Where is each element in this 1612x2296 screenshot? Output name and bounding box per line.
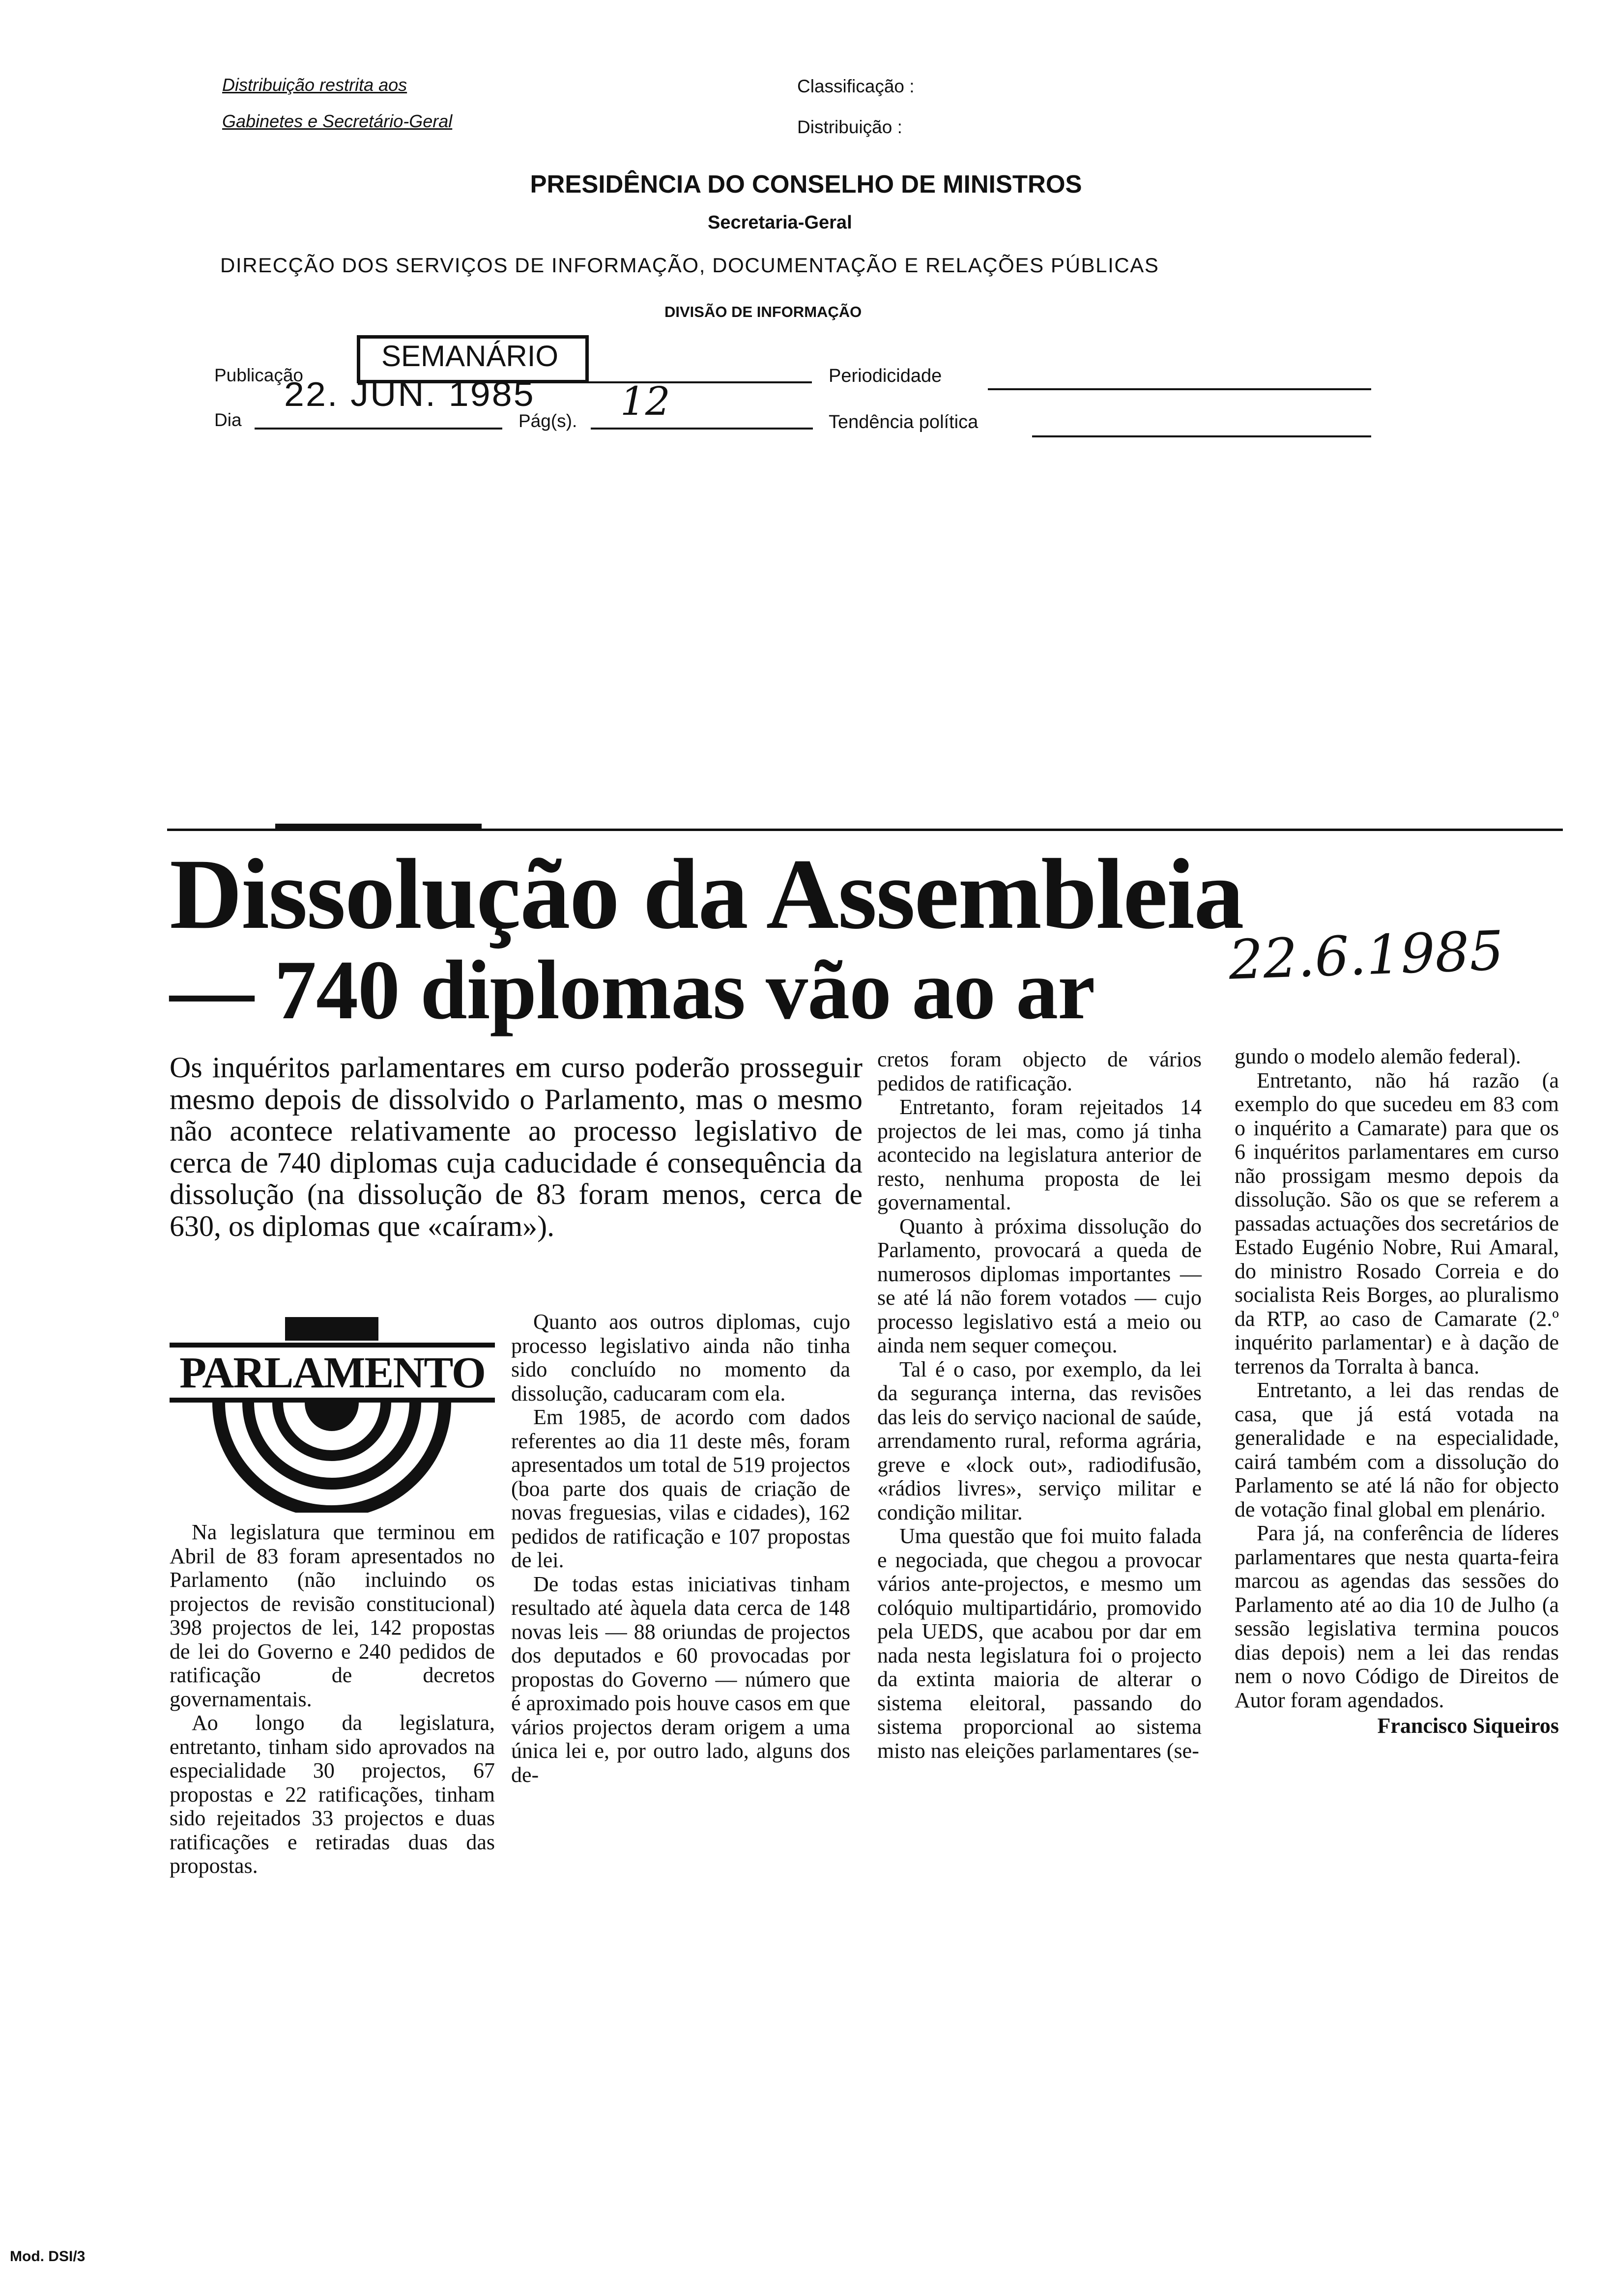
- handwritten-date-annotation: 22.6.1985: [1227, 919, 1505, 992]
- pages-label: Pág(s).: [518, 411, 577, 431]
- paragraph: Entretanto, foram rejeitados 14 projectos de lei mas, como já tinha acontecido na legislatura anterior de resto, nenhuma proposta de lei governamental.: [877, 1095, 1202, 1214]
- clipping-top-edge: [167, 829, 1563, 831]
- division-title: DIVISÃO DE INFORMAÇÃO: [664, 303, 862, 320]
- byline: Francisco Siqueiros: [1377, 1714, 1559, 1738]
- paragraph: Para já, na conferência de líderes parlamentares que nesta quarta-feira marcou as agendas das sessões do Parlamento até ao dia 10 de Julho (a sessão legislativa termina poucos dias depois) nem a lei das rendas nem o novo Código de Direitos de Autor foram agendados.: [1235, 1521, 1559, 1712]
- paragraph: Tal é o caso, por exemplo, da lei da segurança interna, das revisões das leis do serviço nacional de saúde, arrendamento rural, reforma agrária, greve e «lock out», radiodifusão, «rádios livres», serviço militar e condição militar.: [877, 1357, 1202, 1524]
- classification-label: Classificação :: [797, 76, 915, 96]
- article-column-4: [1235, 1045, 1559, 1738]
- periodicity-underline: [988, 388, 1371, 390]
- logo-wordmark: PARLAMENTO: [179, 1349, 485, 1397]
- day-stamp: 22. JUN. 1985: [284, 375, 535, 413]
- pages-value-handwritten: 12: [620, 378, 670, 424]
- paragraph: Entretanto, não há razão (a exemplo do que sucedeu em 83 com o inquérito a Camarate) para que os 6 inquéritos parlamentares em curso não prossigam mesmo depois da dissolução. São os que se referem a passadas actuações dos secretários de Estado Eugénio Nobre, Rui Amaral, do ministro Rosado Correia e do socialista Reis Borges, ao pluralismo da RTP, ao caso de Camarate (2.º inquérito parlamentar) e à dação de terrenos da Torralta à banca.: [1235, 1068, 1559, 1378]
- hemicycle-icon: [209, 1403, 455, 1513]
- logo-rule-bottom: [170, 1398, 495, 1403]
- directorate-title: DIRECÇÃO DOS SERVIÇOS DE INFORMAÇÃO, DOCUMENTAÇÃO E RELAÇÕES PÚBLICAS: [220, 254, 1159, 277]
- parlamento-section-logo: [170, 1317, 495, 1513]
- tendency-underline: [1032, 435, 1371, 437]
- presidency-title: PRESIDÊNCIA DO CONSELHO DE MINISTROS: [530, 170, 1082, 198]
- paragraph: Em 1985, de acordo com dados referentes ao dia 11 deste mês, foram apresentados um total de 519 projectos (boa parte dos quais de criação de novas freguesias, vilas e cidades), 162 pedidos de ratificação e 107 propostas de lei.: [511, 1405, 850, 1572]
- paragraph: De todas estas iniciativas tinham resultado até àquela data cerca de 148 novas leis — 88 oriundas de projectos dos deputados e 60 provocadas por propostas do Governo — número que é aproximado pois houve casos em que vários projectos deram origem a uma única lei e, por outro lado, alguns dos de-: [511, 1572, 850, 1787]
- paragraph: Entretanto, a lei das rendas de casa, que já está votada na generalidade e na especialidade, cairá também com a dissolução do Parlamento se até lá não for objecto de votação final global em plenário.: [1235, 1378, 1559, 1521]
- publication-value: SEMANÁRIO: [381, 340, 559, 373]
- headline-line2: — 740 diplomas vão ao ar: [170, 944, 1095, 1037]
- paragraph: Na legislatura que terminou em Abril de 83 foram apresentados no Parlamento (não incluindo os projectos de revisão constitucional) 398 projectos de lei, 142 propostas de lei do Governo e 240 pedidos de ratificação de decretos governamentais.: [170, 1520, 495, 1711]
- tendency-label: Tendência política: [829, 412, 979, 432]
- restricted-distribution-line2: Gabinetes e Secretário-Geral: [222, 111, 453, 131]
- restricted-distribution-line1: Distribuição restrita aos: [222, 75, 407, 95]
- logo-top-bar: [285, 1317, 378, 1341]
- clipping-rule-thick: [275, 824, 482, 829]
- article-column-2: [511, 1310, 850, 1787]
- pages-underline: [591, 428, 813, 430]
- form-code: Mod. DSI/3: [10, 2248, 86, 2265]
- article-column-3: [877, 1048, 1202, 1763]
- paragraph: Ao longo da legislatura, entretanto, tinham sido aprovados na especialidade 30 projectos, 67 propostas e 22 ratificações, tinham sido rejeitados 33 projectos e duas ratificações e retiradas duas das propostas.: [170, 1711, 495, 1878]
- day-label: Dia: [214, 410, 242, 430]
- paragraph: cretos foram objecto de vários pedidos de ratificação.: [877, 1047, 1202, 1095]
- paragraph: Uma questão que foi muito falada e negociada, que chegou a provocar vários ante-projectos, e mesmo um colóquio multipartidário, promovido pela UEDS, que acabou por dar em nada nesta legislatura foi o projecto da extinta maioria de alterar o sistema eleitoral, passando do sistema proporcional ao sistema misto nas eleições parlamentares (se-: [877, 1524, 1202, 1763]
- logo-rule: [170, 1343, 495, 1348]
- publication-underline: [582, 381, 812, 383]
- paragraph: gundo o modelo alemão federal).: [1235, 1044, 1521, 1068]
- distribution-label: Distribuição :: [797, 117, 902, 137]
- article-column-1: [170, 1521, 495, 1878]
- secretariat-title: Secretaria-Geral: [708, 212, 852, 233]
- periodicity-label: Periodicidade: [829, 366, 942, 386]
- headline-line1: Dissolução da Assembleia: [170, 838, 1243, 950]
- day-underline: [255, 428, 502, 430]
- article-lead: Os inquéritos parlamentares em curso poderão prosseguir mesmo depois de dissolvido o Parlamento, mas o mesmo não acontece relativamente ao processo legislativo de cerca de 740 diplomas cuja caducidade é consequência da dissolução (na dissolução de 83 foram menos, cerca de 630, os diplomas que «caíram»).: [170, 1051, 863, 1242]
- publication-label: Publicação: [214, 365, 304, 385]
- paragraph: Quanto à próxima dissolução do Parlamento, provocará a queda de numerosos diplomas importantes — se até lá não forem votados — cujo processo legislativo está a meio ou ainda nem sequer começou.: [877, 1214, 1202, 1357]
- paragraph: Quanto aos outros diplomas, cujo processo legislativo ainda não tinha sido concluído no momento da dissolução, caducaram com ela.: [511, 1310, 850, 1406]
